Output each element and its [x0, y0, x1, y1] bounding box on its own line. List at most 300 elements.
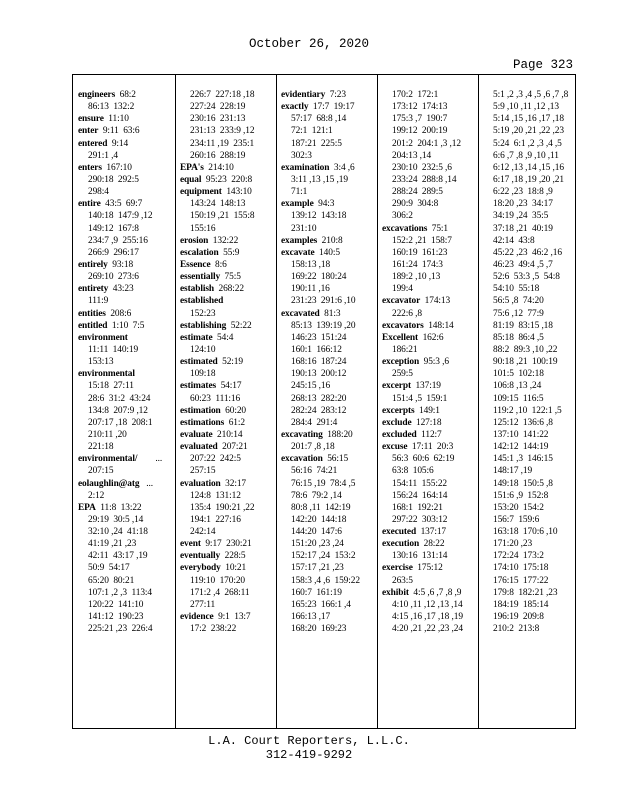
- index-column-4: [382, 89, 483, 635]
- page-line-refs: 141:12 190:23: [88, 612, 144, 623]
- index-entry-continuation: [382, 465, 483, 477]
- index-entry: [78, 138, 179, 150]
- index-term: escalation: [180, 247, 219, 258]
- page-line-refs: 290:18 292:5: [88, 174, 139, 185]
- index-entry-continuation: [281, 526, 382, 538]
- page-line-refs: 225:21 ,23 226:4: [88, 624, 153, 635]
- index-entry-continuation: [483, 259, 584, 271]
- index-entry-continuation: [382, 344, 483, 356]
- page-line-refs: 4:10 ,11 ,12 ,13 ,14: [392, 599, 463, 610]
- page-line-refs: 173:12 174:13: [392, 102, 448, 113]
- index-term: excavator: [382, 296, 421, 307]
- page-line-refs: 282:24 283:12: [291, 405, 347, 416]
- page-line-refs: 226:7 227:18 ,18: [190, 90, 255, 100]
- page-line-refs: 75:5: [220, 272, 241, 283]
- page-line-refs: 101:5 102:18: [493, 369, 544, 380]
- page-line-refs: 228:5: [220, 551, 246, 562]
- page-line-refs: 109:15 116:5: [493, 393, 544, 404]
- index-term: estimate: [180, 332, 213, 343]
- page-line-refs: 90:18 ,21 100:19: [493, 357, 558, 368]
- index-entry-continuation: [382, 623, 483, 635]
- index-entry-continuation: [281, 478, 382, 490]
- index-entry-continuation: [483, 623, 584, 635]
- index-entry-continuation: [483, 235, 584, 247]
- page-line-refs: 81:19 83:15 ,18: [493, 320, 553, 331]
- index-entry: [281, 429, 382, 441]
- page-line-refs: 199:12 200:19: [392, 126, 448, 137]
- index-entry: [382, 429, 483, 441]
- index-entry-continuation: [180, 150, 281, 162]
- index-entry-continuation: [281, 502, 382, 514]
- index-entry-continuation: [78, 599, 179, 611]
- index-entry-continuation: [483, 162, 584, 174]
- page-line-refs: 161:24 174:3: [392, 259, 443, 270]
- page-line-refs: 55:9: [218, 247, 240, 258]
- index-term: Excellent: [382, 332, 419, 343]
- page-line-refs: 125:12 136:6 ,8: [493, 417, 553, 428]
- index-entry-continuation: [281, 356, 382, 368]
- index-entry-continuation: [281, 332, 382, 344]
- index-entry-continuation: [78, 174, 179, 186]
- index-entry-continuation: [180, 502, 281, 514]
- page-line-refs: 28:22: [419, 539, 445, 550]
- index-entry-continuation: [281, 514, 382, 526]
- index-term: entered: [78, 138, 108, 149]
- index-entry-continuation: [382, 101, 483, 113]
- index-term: estimation: [180, 405, 221, 416]
- page-line-refs: 65:20 80:21: [88, 575, 135, 586]
- page-line-refs: 148:14: [423, 320, 454, 331]
- page-line-refs: 111:9: [88, 296, 109, 307]
- page-line-refs: 80:8 ,11 142:19: [291, 502, 351, 513]
- index-entry-continuation: [78, 441, 179, 453]
- index-entry-continuation: [78, 465, 179, 477]
- index-entry-continuation: [281, 417, 382, 429]
- index-entry-continuation: [78, 514, 179, 526]
- index-term: eolaughlin@atg: [78, 478, 140, 489]
- index-term: established: [180, 296, 224, 307]
- page-line-refs: 42:11 43:17 ,19: [88, 551, 148, 562]
- index-term: excavated: [281, 308, 320, 319]
- page-line-refs: 142:12 144:19: [493, 442, 549, 453]
- index-term: examination: [281, 162, 330, 173]
- page-line-refs: 119:2 ,10 122:1 ,5: [493, 405, 562, 416]
- index-entry-continuation: [180, 344, 281, 356]
- page-line-refs: 165:23 166:1 ,4: [291, 599, 351, 610]
- page-line-refs: 4:20 ,21 ,22 ,23 ,24: [392, 624, 463, 635]
- index-entry-continuation: [483, 575, 584, 587]
- index-entry: [78, 113, 179, 125]
- index-entry-continuation: [483, 101, 584, 113]
- index-entry-continuation: [281, 368, 382, 380]
- index-term: establishing: [180, 320, 227, 331]
- page-line-refs: 162:6: [418, 332, 444, 343]
- index-entry: [78, 453, 179, 465]
- index-entry: [180, 186, 281, 198]
- index-entry-continuation: [382, 259, 483, 271]
- index-entry-continuation: [180, 514, 281, 526]
- index-entry: [180, 356, 281, 368]
- page-line-refs: 45:22 ,23 46:2 ,16: [493, 247, 562, 258]
- index-entry-continuation: [483, 478, 584, 490]
- page-line-refs: 268:22: [214, 284, 244, 295]
- index-entry-continuation: [180, 308, 281, 320]
- page-line-refs: 277:11: [190, 599, 216, 610]
- index-entry-continuation: [483, 247, 584, 259]
- index-entry: [180, 332, 281, 344]
- page-line-refs: 95:3 ,6: [419, 357, 449, 368]
- page-line-refs: 17:11 20:3: [407, 442, 454, 453]
- index-entry-continuation: [483, 174, 584, 186]
- index-entry-continuation: [483, 308, 584, 320]
- index-term: Essence: [180, 259, 211, 270]
- page-line-refs: 11:8 13:22: [95, 502, 142, 513]
- page-line-refs: 137:17: [416, 527, 447, 538]
- index-entry-continuation: [281, 344, 382, 356]
- index-entry: [78, 320, 179, 332]
- index-entry-continuation: [281, 295, 382, 307]
- index-column-1: [78, 89, 179, 635]
- page-line-refs: 152:23: [190, 308, 216, 319]
- index-entry-continuation: [78, 247, 179, 259]
- index-entry-continuation: [281, 623, 382, 635]
- word-index-table: [72, 74, 576, 729]
- index-entry-continuation: [281, 283, 382, 295]
- page-line-refs: 160:1 166:12: [291, 344, 342, 355]
- page-number: Page 323: [512, 58, 573, 72]
- index-entry-continuation: [483, 465, 584, 477]
- index-term: evidentiary: [281, 90, 326, 100]
- index-entry-continuation: [78, 150, 179, 162]
- page-line-refs: 132:22: [208, 235, 239, 246]
- index-entry-continuation: [281, 271, 382, 283]
- index-entry-continuation: [180, 101, 281, 113]
- page-line-refs: 6:22 ,23 18:8 ,9: [493, 187, 553, 198]
- page-line-refs: 75:1: [427, 223, 449, 234]
- index-term: exclude: [382, 417, 412, 428]
- page-line-refs: 63:8 105:6: [392, 466, 434, 477]
- index-entry: [180, 405, 281, 417]
- index-entry-continuation: [78, 429, 179, 441]
- page-line-refs: 231:23 291:6 ,10: [291, 296, 356, 307]
- page-line-refs: 290:9 304:8: [392, 199, 439, 210]
- index-entry-continuation: [483, 393, 584, 405]
- index-term: excerpts: [382, 405, 415, 416]
- index-entry-continuation: [180, 368, 281, 380]
- index-term: executed: [382, 527, 417, 538]
- page-line-refs: 207:22 242:5: [190, 454, 241, 465]
- page-line-refs: 227:24 228:19: [190, 102, 246, 113]
- index-entry-continuation: [483, 320, 584, 332]
- page-line-refs: 257:15: [190, 466, 216, 477]
- index-entry-continuation: [180, 113, 281, 125]
- index-entry: [78, 89, 179, 101]
- page-line-refs: 140:18 147:9 ,12: [88, 211, 153, 222]
- page-line-refs: 6:12 ,13 ,14 ,15 ,16: [493, 162, 564, 173]
- index-term: excuse: [382, 442, 408, 453]
- page-line-refs: 60:23 111:16: [190, 393, 241, 404]
- index-entry-continuation: [483, 89, 584, 101]
- index-term: excavators: [382, 320, 424, 331]
- page-line-refs: 5:19 ,20 ,21 ,22 ,23: [493, 126, 564, 137]
- index-entry: [180, 441, 281, 453]
- index-term: erosion: [180, 235, 209, 246]
- index-term: evaluated: [180, 442, 218, 453]
- page-line-refs: 288:24 289:5: [392, 187, 443, 198]
- page-line-refs: 214:10: [203, 162, 234, 173]
- index-entry-continuation: [483, 295, 584, 307]
- page-line-refs: 85:13 139:19 ,20: [291, 320, 356, 331]
- page-line-refs: 11:11 140:19: [88, 344, 139, 355]
- index-entry-continuation: [180, 393, 281, 405]
- index-entry-continuation: [483, 502, 584, 514]
- page-line-refs: 210:8: [317, 235, 343, 246]
- index-entry-continuation: [78, 101, 179, 113]
- index-entry-continuation: [382, 125, 483, 137]
- page-line-refs: 142:20 144:18: [291, 514, 347, 525]
- page-line-refs: 151:6 ,9 152:8: [493, 490, 549, 501]
- page-line-refs: 172:24 173:2: [493, 551, 544, 562]
- index-term: excluded: [382, 429, 417, 440]
- page-line-refs: 234:11 ,19 235:1: [190, 138, 255, 149]
- index-entry-continuation: [281, 611, 382, 623]
- index-entry-continuation: [281, 125, 382, 137]
- index-entry-continuation: [483, 186, 584, 198]
- index-term: estimated: [180, 357, 218, 368]
- page-line-refs: 157:17 ,21 ,23: [291, 563, 344, 574]
- page-line-refs: 81:3: [319, 308, 341, 319]
- page-line-refs: 6:6 ,7 ,8 ,9 ,10 ,11: [493, 150, 559, 161]
- transcript-date: October 26, 2020: [248, 37, 370, 51]
- page-line-refs: 52:22: [226, 320, 252, 331]
- index-entry-continuation: [382, 162, 483, 174]
- page-line-refs: 52:19: [217, 357, 243, 368]
- index-entry: [382, 332, 483, 344]
- index-entry-continuation: [483, 490, 584, 502]
- index-entry: [281, 308, 382, 320]
- page-line-refs: 9:14: [107, 138, 129, 149]
- index-entry: [180, 611, 281, 623]
- page-line-refs: 18:20 ,23 34:17: [493, 199, 553, 210]
- page-line-refs: 231:13 233:9 ,12: [190, 126, 255, 137]
- index-entry: [180, 478, 281, 490]
- page-line-refs: 56:16 74:21: [291, 466, 338, 477]
- page-line-refs: 210:14: [212, 429, 243, 440]
- index-entry: [382, 441, 483, 453]
- page-line-refs: 171:20 ,23: [493, 539, 533, 550]
- page-line-refs: 75:6 ,12 77:9: [493, 308, 544, 319]
- page-line-refs: 109:18: [190, 369, 216, 380]
- page-line-refs: 306:2: [392, 211, 413, 222]
- page-line-refs: 149:1: [414, 405, 440, 416]
- index-entry-continuation: [78, 380, 179, 392]
- index-term: equal: [180, 174, 202, 185]
- page-line-refs: 61:2: [224, 417, 245, 428]
- index-term: environmental/: [78, 454, 138, 465]
- index-column-5: [483, 89, 584, 635]
- index-entry-continuation: [281, 320, 382, 332]
- page-line-refs: 242:14: [190, 527, 216, 538]
- page-line-refs: 130:16 131:14: [392, 551, 448, 562]
- page-line-refs: 4:15 ,16 ,17 ,18 ,19: [392, 612, 463, 623]
- index-entry-continuation: [281, 223, 382, 235]
- page-line-refs: 187:21 225:5: [291, 138, 342, 149]
- page-line-refs: 201:2 204:1 ,3 ,12: [392, 138, 461, 149]
- index-entry-continuation: [382, 271, 483, 283]
- page-line-refs: 29:19 30:5 ,14: [88, 514, 144, 525]
- index-term: establish: [180, 284, 215, 295]
- page-line-refs: 37:18 ,21 40:19: [493, 223, 553, 234]
- index-entry-continuation: [483, 150, 584, 162]
- index-entry-continuation: [483, 405, 584, 417]
- index-entry: [180, 320, 281, 332]
- index-entry-continuation: [483, 125, 584, 137]
- index-entry-continuation: [78, 611, 179, 623]
- index-term: excavations: [382, 223, 428, 234]
- index-entry-continuation: [78, 575, 179, 587]
- index-term: entirely: [78, 259, 108, 270]
- page-line-refs: 174:10 175:18: [493, 563, 549, 574]
- page-line-refs: 17:2 238:22: [190, 624, 237, 635]
- index-entry: [382, 417, 483, 429]
- page-line-refs: 186:21: [392, 344, 418, 355]
- page-line-refs: 72:1 121:1: [291, 126, 333, 137]
- index-entry-continuation: [281, 441, 382, 453]
- index-term: estimates: [180, 381, 217, 392]
- page-line-refs: 143:10: [221, 187, 252, 198]
- page-line-refs: 149:12 167:8: [88, 223, 139, 234]
- index-entry: [180, 174, 281, 186]
- page-line-refs: 231:10: [291, 223, 317, 234]
- index-entry-continuation: [382, 89, 483, 101]
- index-entry-continuation: [78, 623, 179, 635]
- page-line-refs: 17:7 19:17: [308, 102, 355, 113]
- page-line-refs: 146:23 151:24: [291, 332, 347, 343]
- page-line-refs: 168:16 187:24: [291, 357, 347, 368]
- index-entry-continuation: [78, 405, 179, 417]
- index-entry: [180, 259, 281, 271]
- page-line-refs: 9:1 13:7: [213, 612, 251, 623]
- page-line-refs: 168:20 169:23: [291, 624, 347, 635]
- index-entry-continuation: [483, 198, 584, 210]
- page-line-refs: 152:2 ,21 158:7: [392, 235, 452, 246]
- index-entry-continuation: [483, 538, 584, 550]
- page-line-refs: 221:18: [88, 442, 114, 453]
- index-entry-continuation: [382, 611, 483, 623]
- page-line-refs: 196:19 209:8: [493, 612, 544, 623]
- index-entry: [281, 247, 382, 259]
- page-line-refs: 50:9 54:17: [88, 563, 130, 574]
- index-entry-continuation: [281, 380, 382, 392]
- page-line-refs: 8:6: [210, 259, 227, 270]
- page-line-refs: 291:1 ,4: [88, 150, 118, 161]
- page-line-refs: 94:3: [313, 199, 335, 210]
- page-line-refs: 208:6: [105, 308, 132, 319]
- index-entry-continuation: [483, 138, 584, 150]
- page-line-refs: 139:12 143:18: [291, 211, 347, 222]
- index-entry-continuation: [281, 393, 382, 405]
- index-term: example: [281, 199, 314, 210]
- page-line-refs: 54:4: [212, 332, 234, 343]
- index-term: exactly: [281, 102, 309, 113]
- index-entry-continuation: [382, 138, 483, 150]
- index-entry-continuation: [483, 611, 584, 623]
- index-entry: [382, 562, 483, 574]
- index-entry: [382, 223, 483, 235]
- index-entry-continuation: [281, 174, 382, 186]
- page-line-refs: 233:24 288:8 ,14: [392, 174, 457, 185]
- index-entry-continuation: [281, 562, 382, 574]
- page-line-refs: 297:22 303:12: [392, 514, 448, 525]
- page-line-refs: 269:10 273:6: [88, 272, 139, 283]
- index-entry: [180, 247, 281, 259]
- index-entry: [78, 125, 179, 137]
- index-entry-continuation: [78, 344, 179, 356]
- page-line-refs: 174:13: [420, 296, 451, 307]
- index-entry-continuation: [281, 259, 382, 271]
- page-line-refs: 54:10 55:18: [493, 284, 540, 295]
- index-term: excavation: [281, 454, 323, 465]
- page-line-refs: 190:11 ,16: [291, 284, 330, 295]
- index-entry-continuation: [180, 490, 281, 502]
- index-term: environment: [78, 332, 128, 343]
- page-line-refs: 210:2 213:8: [493, 624, 540, 635]
- index-entry-continuation: [483, 344, 584, 356]
- index-term: evidence: [180, 612, 214, 623]
- index-entry: [382, 405, 483, 417]
- index-entry-continuation: [78, 271, 179, 283]
- page-line-refs: 194:1 227:16: [190, 514, 241, 525]
- page-line-refs: 170:2 172:1: [392, 90, 439, 100]
- page-line-refs: 137:10 141:22: [493, 429, 549, 440]
- page-line-refs: 176:15 177:22: [493, 575, 549, 586]
- index-entry-continuation: [281, 465, 382, 477]
- index-entry: [180, 417, 281, 429]
- index-entry-continuation: [78, 490, 179, 502]
- index-column-3: [281, 89, 382, 635]
- index-term: execution: [382, 539, 420, 550]
- page-line-refs: 1:10 7:5: [107, 320, 145, 331]
- index-entry-continuation: [180, 575, 281, 587]
- index-entry: [382, 526, 483, 538]
- index-entry-continuation: [483, 562, 584, 574]
- page-line-refs: 9:11 63:6: [98, 126, 140, 137]
- page-line-refs: 171:2 ,4 268:11: [190, 587, 250, 598]
- index-entry-continuation: [180, 198, 281, 210]
- index-entry-continuation: [483, 550, 584, 562]
- index-term: EPA: [78, 502, 96, 513]
- page-line-refs: 32:10 ,24 41:18: [88, 527, 148, 538]
- index-entry: [78, 502, 179, 514]
- page-line-refs: 160:19 161:23: [392, 247, 448, 258]
- page-line-refs: 302:3: [291, 150, 312, 161]
- page-line-refs: 169:22 180:24: [291, 272, 347, 283]
- page-line-refs: 119:10 170:20: [190, 575, 246, 586]
- index-entry-continuation: [382, 186, 483, 198]
- index-entry: [180, 283, 281, 295]
- page-line-refs: 155:16: [190, 223, 216, 234]
- index-entry: [382, 380, 483, 392]
- page-line-refs: 11:10: [103, 114, 129, 125]
- index-entry: [78, 478, 179, 490]
- column-divider: [175, 75, 176, 728]
- index-entry: [78, 198, 179, 210]
- page-line-refs: 135:4 190:21 ,22: [190, 502, 255, 513]
- page-line-refs: 179:8 182:21 ,23: [493, 587, 558, 598]
- page-line-refs: 175:3 ,7 190:7: [392, 114, 448, 125]
- page-line-refs: 268:13 282:20: [291, 393, 347, 404]
- page-line-refs: 95:23 220:8: [201, 174, 253, 185]
